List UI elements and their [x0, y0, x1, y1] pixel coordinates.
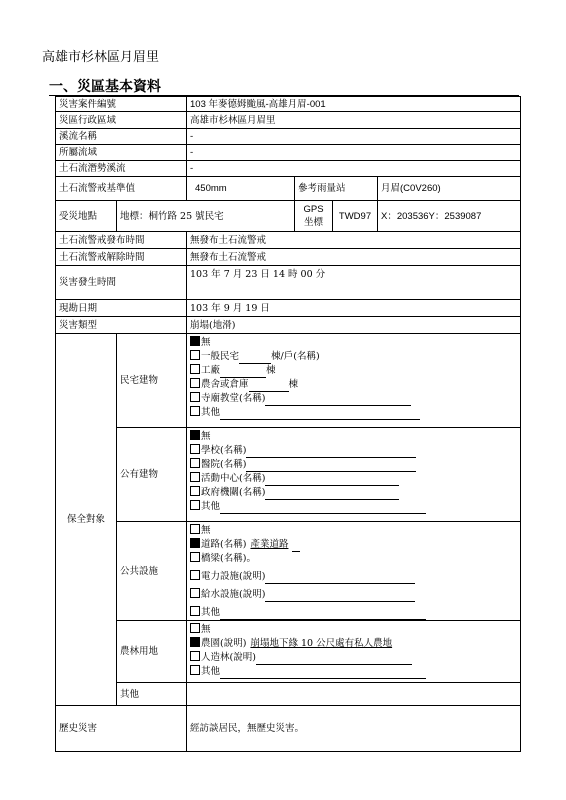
occurrence-label: 災害發生時間: [56, 266, 187, 300]
checkbox-empty-icon: [190, 651, 200, 661]
checkbox-checked-icon: [190, 538, 200, 548]
table-row: [56, 683, 521, 706]
table-row: [56, 177, 521, 201]
checkbox-empty-icon: [190, 406, 200, 416]
checkbox-empty-icon: [190, 665, 200, 675]
public-facility-label: 公共設施: [117, 522, 187, 621]
checkbox-option[interactable]: 橋梁(名稱)。: [190, 552, 517, 566]
table-row: [56, 334, 521, 428]
checkbox-option[interactable]: 電力設施(說明): [190, 570, 517, 584]
table-row: [56, 97, 521, 112]
checkbox-option[interactable]: 醫院(名稱): [190, 458, 517, 472]
table-row: [56, 112, 521, 129]
survey-date-label: 現勘日期: [56, 300, 187, 317]
checkbox-empty-icon: [190, 378, 200, 388]
page-title: 高雄市杉林區月眉里: [42, 50, 160, 65]
misc-value: [187, 683, 521, 706]
checkbox-option[interactable]: 學校(名稱): [190, 444, 517, 458]
table-row: [56, 161, 521, 177]
blank-line: [220, 367, 266, 378]
history-label: 歷史災害: [56, 706, 187, 752]
checkbox-option[interactable]: 農舍或倉庫 棟: [190, 378, 517, 392]
watershed-value: -: [187, 145, 521, 161]
table-row: [56, 621, 521, 683]
table-row: [56, 145, 521, 161]
public-facility-options: [187, 522, 521, 621]
case-id-label: 災害案件編號: [56, 97, 187, 112]
protected-label: 保全對象: [56, 334, 117, 706]
occurrence-value: 103 年 7 月 23 日 14 時 00 分: [187, 266, 521, 300]
disaster-type-value: 崩塌(地滑): [187, 317, 521, 334]
blank-line: [265, 395, 411, 406]
checkbox-option[interactable]: 其他: [190, 665, 517, 679]
farm-value: 崩塌地下緣 10 公尺處有私人農地: [250, 638, 393, 649]
admin-area-label: 災區行政區域: [56, 112, 187, 129]
blank-line: [249, 381, 289, 392]
stream-name-label: 溪流名稱: [56, 129, 187, 145]
table-row: [56, 249, 521, 266]
blank-line: [265, 573, 415, 584]
case-id-value: 103 年麥德姆颱風-高雄月眉-001: [187, 97, 521, 112]
checkbox-option[interactable]: 無: [190, 524, 517, 538]
disaster-type-label: 災害類型: [56, 317, 187, 334]
table-row: [56, 266, 521, 300]
checkbox-empty-icon: [190, 350, 200, 360]
warning-lift-value: 無發布土石流警戒: [187, 249, 521, 266]
gps-datum: TWD97: [333, 201, 378, 232]
checkbox-checked-icon: [190, 336, 200, 346]
checkbox-option[interactable]: 一般民宅 棟/戶(名稱): [190, 350, 517, 364]
checkbox-option[interactable]: 無: [190, 430, 517, 444]
checkbox-empty-icon: [190, 444, 200, 454]
table-row: [56, 522, 521, 621]
disaster-info-table: [55, 96, 521, 752]
blank-line: [220, 668, 426, 679]
rain-station-value: 月眉(C0V260): [378, 177, 521, 201]
blank-line: [246, 447, 416, 458]
watershed-label: 所屬流域: [56, 145, 187, 161]
checkbox-empty-icon: [190, 392, 200, 402]
blank-line: [265, 475, 399, 486]
blank-line: [256, 654, 412, 665]
checkbox-option[interactable]: 無: [190, 623, 517, 637]
public-building-options: [187, 428, 521, 522]
table-row: [56, 129, 521, 145]
agriculture-options: [187, 621, 521, 683]
table-row: [56, 428, 521, 522]
checkbox-option[interactable]: 其他: [190, 500, 517, 514]
checkbox-empty-icon: [190, 588, 200, 598]
debris-stream-value: -: [187, 161, 521, 177]
checkbox-empty-icon: [190, 486, 200, 496]
checkbox-option[interactable]: 農園(說明) 崩塌地下緣 10 公尺處有私人農地: [190, 637, 517, 651]
history-value: 經訪談居民，無歷史災害。: [187, 706, 521, 752]
table-row: [56, 300, 521, 317]
road-value: 產業道路: [250, 539, 289, 550]
checkbox-option[interactable]: 寺廟教堂(名稱): [190, 392, 517, 406]
checkbox-option[interactable]: 其他: [190, 606, 517, 620]
warning-threshold-label: 土石流警戒基準值: [56, 177, 187, 201]
blank-line: [220, 503, 426, 514]
misc-label: 其他: [117, 683, 187, 706]
table-row: [56, 706, 521, 752]
checkbox-option[interactable]: 道路(名稱) 產業道路: [190, 538, 517, 552]
blank-line: [265, 591, 415, 602]
stream-name-value: -: [187, 129, 521, 145]
survey-date-value: 103 年 9 月 19 日: [187, 300, 521, 317]
checkbox-empty-icon: [190, 623, 200, 633]
blank-line: [220, 609, 426, 620]
checkbox-option[interactable]: 無: [190, 336, 517, 350]
checkbox-option[interactable]: 人造林(說明): [190, 651, 517, 665]
table-row: [56, 201, 521, 232]
checkbox-option[interactable]: 政府機關(名稱): [190, 486, 517, 500]
warning-issue-label: 土石流警戒發布時間: [56, 232, 187, 249]
public-building-label: 公有建物: [117, 428, 187, 522]
section-heading: 一、災區基本資料: [49, 79, 161, 95]
warning-threshold-value: 450mm: [187, 177, 295, 201]
table-row: [56, 317, 521, 334]
warning-lift-label: 土石流警戒解除時間: [56, 249, 187, 266]
checkbox-empty-icon: [190, 524, 200, 534]
blank-line: [239, 353, 271, 364]
checkbox-empty-icon: [190, 364, 200, 374]
rain-station-label: 參考雨量站: [295, 177, 378, 201]
blank-line: [246, 461, 416, 472]
gps-label: GPS 坐標: [295, 201, 333, 232]
checkbox-empty-icon: [190, 472, 200, 482]
checkbox-option[interactable]: 活動中心(名稱): [190, 472, 517, 486]
checkbox-empty-icon: [190, 458, 200, 468]
residential-options: [187, 334, 521, 428]
blank-line: [292, 541, 300, 552]
checkbox-empty-icon: [190, 570, 200, 580]
warning-issue-value: 無發布土石流警戒: [187, 232, 521, 249]
admin-area-value: 高雄市杉林區月眉里: [187, 112, 521, 129]
disaster-site-label: 受災地點: [56, 201, 117, 232]
checkbox-checked-icon: [190, 637, 200, 647]
checkbox-option[interactable]: 工廠 棟: [190, 364, 517, 378]
residential-label: 民宅建物: [117, 334, 187, 428]
checkbox-option[interactable]: 其他: [190, 406, 517, 420]
checkbox-empty-icon: [190, 606, 200, 616]
table-row: [56, 232, 521, 249]
agriculture-label: 農林用地: [117, 621, 187, 683]
blank-line: [220, 409, 420, 420]
disaster-site-landmark: 地標：桐竹路 25 號民宅: [117, 201, 295, 232]
checkbox-empty-icon: [190, 500, 200, 510]
blank-line: [265, 489, 399, 500]
checkbox-checked-icon: [190, 430, 200, 440]
checkbox-empty-icon: [190, 552, 200, 562]
checkbox-option[interactable]: 給水設施(說明): [190, 588, 517, 602]
debris-stream-label: 土石流潛勢溪流: [56, 161, 187, 177]
gps-coordinates: X：203536Y：2539087: [378, 201, 521, 232]
